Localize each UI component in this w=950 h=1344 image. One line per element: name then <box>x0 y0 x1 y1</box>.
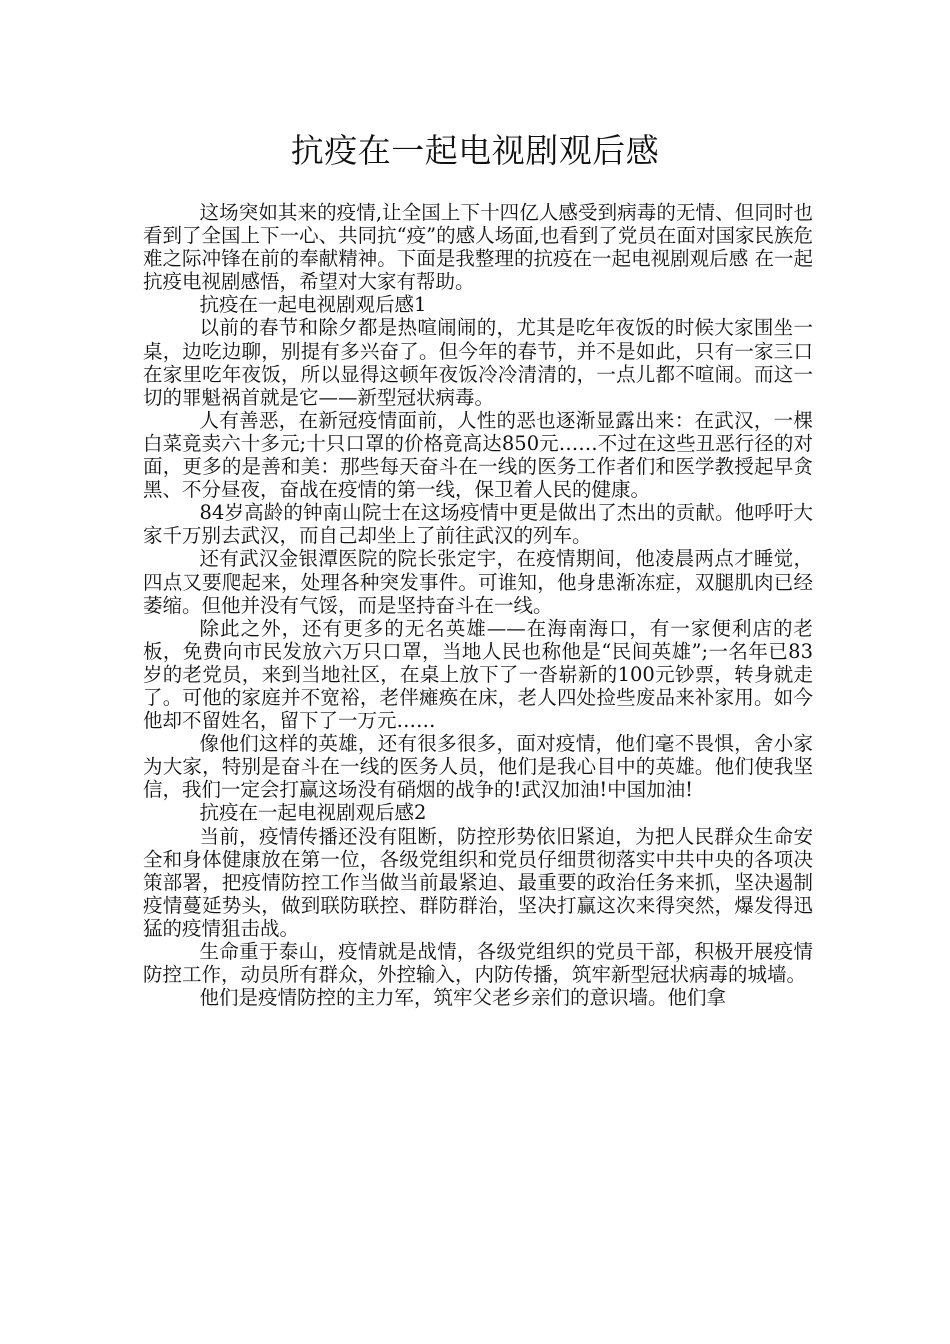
paragraph: 还有武汉金银潭医院的院长张定宇，在疫情期间，他凌晨两点才睡觉，四点又要爬起来，处理各种突发事件。可谁知，他身患渐冻症，双腿肌肉已经萎缩。但他并没有气馁，而是坚持奋斗在一线。 <box>143 547 813 617</box>
paragraph: 当前，疫情传播还没有阻断，防控形势依旧紧迫，为把人民群众生命安全和身体健康放在第一位，各级党组织和党员仔细贯彻落实中共中央的各项决策部署，把疫情防控工作当做当前最紧迫、最重要的政治任务来抓，坚决遏制疫情蔓延势头，做到联防联控、群防群治，坚决打赢这次来得突然，爆发得迅猛的疫情狙击战。 <box>143 824 813 940</box>
paragraph: 除此之外，还有更多的无名英雄——在海南海口，有一家便利店的老板，免费向市民发放六万只口罩，当地人民也称他是“民间英雄”;一名年已83岁的老党员，来到当地社区，在桌上放下了一沓崭新的100元钞票，转身就走了。可他的家庭并不宽裕，老伴瘫痪在床，老人四处捡些废品来补家用。如今他却不留姓名，留下了一万元…… <box>143 616 813 733</box>
section-heading-1: 抗疫在一起电视剧观后感1 <box>199 293 427 317</box>
paragraph-intro: 这场突如其来的疫情,让全国上下十四亿人感受到病毒的无情、但同时也看到了全国上下一心、共同抗“疫”的感人场面,也看到了党员在面对国家民族危难之际冲锋在前的奉献精神。下面是我整理的抗疫在一起电视剧观后感 在一起抗疫电视剧感悟，希望对大家有帮助。 <box>143 201 813 294</box>
paragraph-truncated: 他们是疫情防控的主力军，筑牢父老乡亲们的意识墙。他们拿 <box>199 986 727 1010</box>
page-title: 抗疫在一起电视剧观后感 <box>290 131 660 170</box>
paragraph: 以前的春节和除夕都是热喧闹闹的，尤其是吃年夜饭的时候大家围坐一桌，边吃边聊，别提有多兴奋了。但今年的春节，并不是如此，只有一家三口在家里吃年夜饭，所以显得这顿年夜饭冷冷清清的，一点儿都不喧闹。而这一切的罪魁祸首就是它——新型冠状病毒。 <box>143 316 813 409</box>
paragraph: 人有善恶，在新冠疫情面前，人性的恶也逐渐显露出来：在武汉，一棵白菜竟卖六十多元;十只口罩的价格竟高达850元……不过在这些丑恶行径的对面，更多的是善和美：那些每天奋斗在一线的医务工作者们和医学教授起早贪黑、不分昼夜，奋战在疫情的第一线，保卫着人民的健康。 <box>143 408 813 502</box>
section-heading-2: 抗疫在一起电视剧观后感2 <box>199 801 427 825</box>
paragraph: 像他们这样的英雄，还有很多很多，面对疫情，他们毫不畏惧，舍小家为大家，特别是奋斗在一线的医务人员，他们是我心目中的英雄。他们使我坚信，我们一定会打赢这场没有硝烟的战争的!武汉加油!中国加油! <box>143 732 813 802</box>
paragraph: 生命重于泰山，疫情就是战情，各级党组织的党员干部，积极开展疫情防控工作，动员所有群众，外控输入，内防传播，筑牢新型冠状病毒的城墙。 <box>143 940 813 987</box>
paragraph: 84岁高龄的钟南山院士在这场疫情中更是做出了杰出的贡献。他呼吁大家千万别去武汉，而自己却坐上了前往武汉的列车。 <box>143 501 813 548</box>
document-body <box>143 201 813 1009</box>
